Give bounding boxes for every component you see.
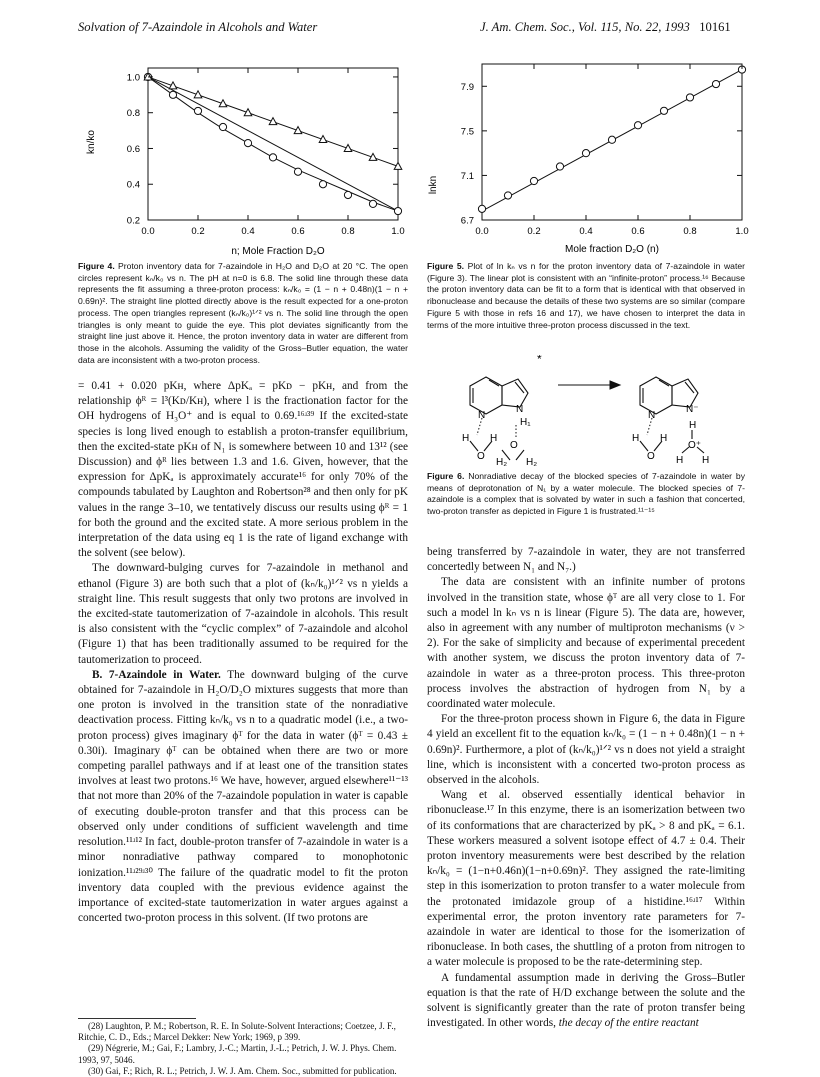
figure-5-caption-text: Plot of ln kₙ vs n for the proton inventory data of 7-azaindole in water (Figure 3). The linear plot is consistent with an “infinite-proton” process.¹⁶ Because the proton inventory data can be fit to a form that is identical with that observed in ribonuclease and because the details of these two systems are so similar (compare Figure 5 with those in refs 16 and 17), we have chosen to interpret the data in terms of the more intuitive three-proton process discussed in the text. [427, 261, 745, 330]
x-tick-label: 0.8 [341, 226, 355, 237]
y-tick-label: 0.2 [126, 215, 140, 227]
page-number: 10161 [699, 20, 731, 34]
figure-6-label: Figure 6. [427, 471, 465, 481]
x-tick-label: 1.0 [735, 226, 749, 237]
atom-label: H₂ [496, 457, 508, 467]
y-tick-label: 6.7 [460, 215, 474, 227]
x-tick-label: 0.6 [291, 226, 305, 237]
y-tick-label: 7.9 [460, 81, 474, 93]
paragraph: Wang et al. observed essentially identical behavior in ribonuclease.¹⁷ In this enzyme, there is an isomerization between two of its conformations that are characterized by pKₐ > 8 and pKₐ = 6.1. These workers measured a solvent isotope effect of 4.7 ± 0.4. Their proton inventory measurements were best described by the relation kₙ/k₀ = (1−n+0.46n)(1−n+0.69n)². They assigned the rate-limiting step in this isomerization to proton transfer to a water molecule from the protonated imidazole group of a histidine.¹⁶ʴ¹⁷ Within experimental error, the proton inventory rate parameters for 7-azaindole in water are identical to those for the isomerization of ribonuclease. In both cases, the shuttling of a proton from nitrogen to a water molecule is proposed to be the rate-determining step. [427, 789, 745, 969]
paragraph [78, 668, 408, 926]
atom-label: O [647, 451, 655, 462]
data-point-circle [244, 140, 251, 147]
paragraph-text: The downward bulging of the curve obtained for 7-azaindole in H₂O/D₂O mixtures suggests that more than one proton is involved in the transition state of the nonradiative deactivation process. Fitting kₙ/k₀ vs n to a quadratic model (i.e., a two-proton process) gives imaginary ϕᵀ for the data in water (ϕᵀ = 0.43 ± 0.30i). Imaginary ϕᵀ can be obtained when there are two or more competing parallel pathways and if at least one of the transition states involves at least two protons.¹⁶ We have, however, argued elsewhere¹¹⁻¹³ that not more than 20% of the 7-azaindole population in water is capable of executing double-proton transfer and that this process can be observed only under conditions of sufficient wavelength and time resolution.¹¹ʴ¹² In fact, double-proton transfer of 7-azaindole in water is a minor nonradiative pathway compared to monophotonic ionization.¹¹ʴ²⁹ʴ³⁰ The failure of the quadratic model to fit the proton inventory data coupled with the previous evidence against the importance of excited-state tautomerization in water argues against a concerted two-proton process in this solvent. (If two protons are [78, 668, 409, 925]
y-tick-label: 0.4 [126, 179, 140, 191]
fig5-x-axis-label: Mole fraction D₂O (n) [565, 244, 659, 255]
x-tick-label: 0.0 [141, 226, 155, 237]
data-point-circle [344, 191, 351, 198]
data-point-circle [660, 107, 667, 114]
data-point-circle [394, 207, 401, 214]
atom-label: O [477, 451, 485, 462]
x-tick-label: 0.2 [191, 226, 205, 237]
data-point-circle [686, 94, 693, 101]
atom-label: H₁ [520, 417, 531, 428]
data-point-circle [269, 154, 276, 161]
atom-label: H [676, 455, 684, 466]
x-tick-label: 0.2 [527, 226, 541, 237]
atom-label: H [490, 433, 498, 444]
emphasis-text: the decay of the entire reactant [558, 1017, 699, 1030]
running-title: Solvation of 7-Azaindole in Alcohols and Water [78, 20, 318, 34]
figure-4-chart [78, 60, 410, 260]
atom-label: H [462, 433, 470, 444]
figure-5-caption [427, 261, 745, 331]
atom-label: N [478, 410, 486, 421]
reference-item: (30) Gai, F.; Rich, R. L.; Petrich, J. W. J. Am. Chem. Soc., submitted for publication. [88, 1065, 397, 1076]
y-tick-label: 1.0 [126, 72, 140, 84]
data-point-circle [319, 181, 326, 188]
y-tick-label: 7.1 [460, 170, 474, 182]
atom-label: N [648, 410, 656, 421]
reference-item: (29) Négrerie, M.; Gai, F.; Lambry, J.-C.; Martin, J.-L.; Petrich, J. W. J. Phys. Chem. 1993, 97, 5046. [78, 1043, 397, 1065]
figure-5-chart [420, 60, 750, 258]
x-tick-label: 0.4 [579, 226, 593, 237]
y-tick-label: 7.5 [460, 126, 474, 138]
fig4-x-axis-label: n; Mole Fraction D₂O [231, 246, 325, 257]
left-column-body [78, 379, 408, 926]
figure-4-label: Figure 4. [78, 261, 115, 271]
reaction-arrow [558, 381, 620, 389]
data-point-circle [369, 200, 376, 207]
figure-4-caption-text: Proton inventory data for 7-azaindole in H₂O and D₂O at 20 °C. The open circles represent kₙ/k₀ vs n. The pH at n=0 is 6.8. The solid line through these data represents the fit assuming a three-proton process: kₙ/k₀ = (1 − n + 0.48n)(1 − n + 0.69n)². The straight line plotted directly above is the result expected for a one-proton process. The open triangles represent (kₙ/k₀)¹ᐟ² vs n. The solid line through the open triangles is only meant to guide the eye. This plot deviates significantly from the straight line just above it. Hence, the proton inventory data in water are different from those in the alcohols. Assuming the validity of the Gross–Butler equation, the water data are inconsistent with a two-proton process. [78, 261, 408, 365]
footnote-rule [78, 1018, 196, 1019]
atom-label: H₂ [526, 457, 538, 467]
paragraph: The downward-bulging curves for 7-azaindole in methanol and ethanol (Figure 3) are both such that a plot of (kₙ/k₀)¹ᐟ² vs n yields a straight line. This result suggests that only two protons are involved in the excited-state tautomerization of 7-azaindole in alcohols. This result is also consistent with the “cyclic complex” of 7-azaindole and alcohol (Figure 1) that has been traditionally assumed to be required for the tautomerization to proceed. [78, 562, 408, 666]
references [78, 1021, 408, 1077]
x-tick-label: 0.0 [475, 226, 489, 237]
data-point-circle [194, 107, 201, 114]
atom-label: H [632, 433, 640, 444]
section-heading: B. 7-Azaindole in Water. [92, 668, 221, 681]
x-tick-label: 1.0 [391, 226, 405, 237]
figure-5-label: Figure 5. [427, 261, 465, 271]
fig4-y-axis-label: kn/ko [86, 130, 97, 154]
atom-label: N⁻ [686, 404, 699, 415]
data-point-circle [504, 192, 511, 199]
x-tick-label: 0.8 [683, 226, 697, 237]
figure-6-caption [427, 471, 745, 518]
data-point-circle [634, 122, 641, 129]
fit-line [148, 77, 398, 211]
fig5-y-axis-label: lnkn [428, 175, 439, 195]
data-point-circle [556, 163, 563, 170]
data-point-circle [219, 123, 226, 130]
atom-label: H [660, 433, 668, 444]
journal-citation [480, 20, 731, 35]
atom-label: O⁺ [688, 440, 702, 451]
journal-name: J. Am. Chem. Soc., Vol. 115, No. 22, 1993 [480, 20, 690, 34]
data-point-circle [712, 80, 719, 87]
figure-6-scheme [440, 355, 740, 467]
data-point-circle [294, 168, 301, 175]
paragraph: The data are consistent with an infinite number of protons involved in the transition state, whose ϕᵀ are all very close to 1. For such a model ln kₙ vs n is linear (Figure 5). The data are, however, also in agreement with any number of multiproton mechanisms (ν > 2). For the sake of simplicity and because of experimental precedent with another system, we discuss the proton inventory data of 7-azaindole in water as a three-proton process. This three-proton process involves the abstraction of hydrogen from N₁ by a coordinated water molecule. [427, 576, 745, 711]
data-point-circle [582, 150, 589, 157]
paragraph: being transferred by 7-azaindole in water, they are not transferred concertedly between N₁ and N₇.) [427, 546, 745, 574]
x-tick-label: 0.6 [631, 226, 645, 237]
paragraph: = 0.41 + 0.020 pKʜ, where ΔpKₐ = pKᴅ − pKʜ, and from the relationship ϕᴿ = l³(Kᴅ/Kʜ), where l is the fractionation factor for the OH hydrogens of H₃O⁺ and is equal to 0.69.¹⁶ʴ³⁹ If the excited-state species is long lived enough to establish a proton-transfer equilibrium, then the excited-state pKʜ of N₁ is somewhere between 10 and 13¹² (see Discussion) and ϕᴿ lies between 1.3 and 1.6. Given, however, that the expression for ΔpKₐ is approximately accurate¹⁶ for only 70% of the compounds tabulated by Laughton and Robertson²⁸ and then only for pK values in the range 3–10, we tentatively discuss our results using ϕᴿ = 1 for both the ground and the excited state. A more serious problem in the interpretation of the data using eq 1 is the rate of ligand exchange with the solvent (see below). [78, 380, 408, 560]
figure-6-caption-text: Nonradiative decay of the blocked species of 7-azaindole in water by means of deprotonation of N₁ by a water molecule. The blocked species of 7-azaindole is a complex that is solvated by water in such a fashion that concerted, two-proton transfer as depicted in Figure 1 is frustrated.¹¹⁻¹⁵ [427, 471, 745, 517]
data-point-circle [478, 205, 485, 212]
paragraph-text: A fundamental assumption made in deriving the Gross–Butler equation is that the rate of H/D exchange between the solute and the solvent is significantly greater than the rate of proton transfer being investigated. In other words, [427, 971, 745, 1030]
atom-label: H [702, 455, 710, 466]
right-column-body [427, 545, 745, 1032]
excited-state-asterisk: * [537, 355, 542, 366]
atom-label: H [689, 420, 697, 431]
atom-label: O [510, 440, 518, 451]
data-point-circle [530, 177, 537, 184]
figure-4-caption [78, 261, 408, 366]
data-point-circle [608, 136, 615, 143]
atom-label: N [516, 404, 524, 415]
reference-item: (28) Laughton, P. M.; Robertson, R. E. In Solute-Solvent Interactions; Coetzee, J. F., Ritchie, C. D., Eds.; Marcel Dekker: New York; 1969, p 399. [78, 1021, 396, 1043]
paragraph: For the three-proton process shown in Figure 6, the data in Figure 4 yield an excellent fit to the equation kₙ/k₀ = (1 − n + 0.48n)(1 − n + 0.69n)². Furthermore, a plot of (kₙ/k₀)¹ᐟ² vs n does not yield a straight line, which is inconsistent with a concerted two-proton process as observed in the alcohols. [427, 713, 745, 787]
y-tick-label: 0.8 [126, 108, 140, 120]
y-tick-label: 0.6 [126, 143, 140, 155]
x-tick-label: 0.4 [241, 226, 255, 237]
paragraph [427, 971, 745, 1032]
data-point-circle [169, 91, 176, 98]
